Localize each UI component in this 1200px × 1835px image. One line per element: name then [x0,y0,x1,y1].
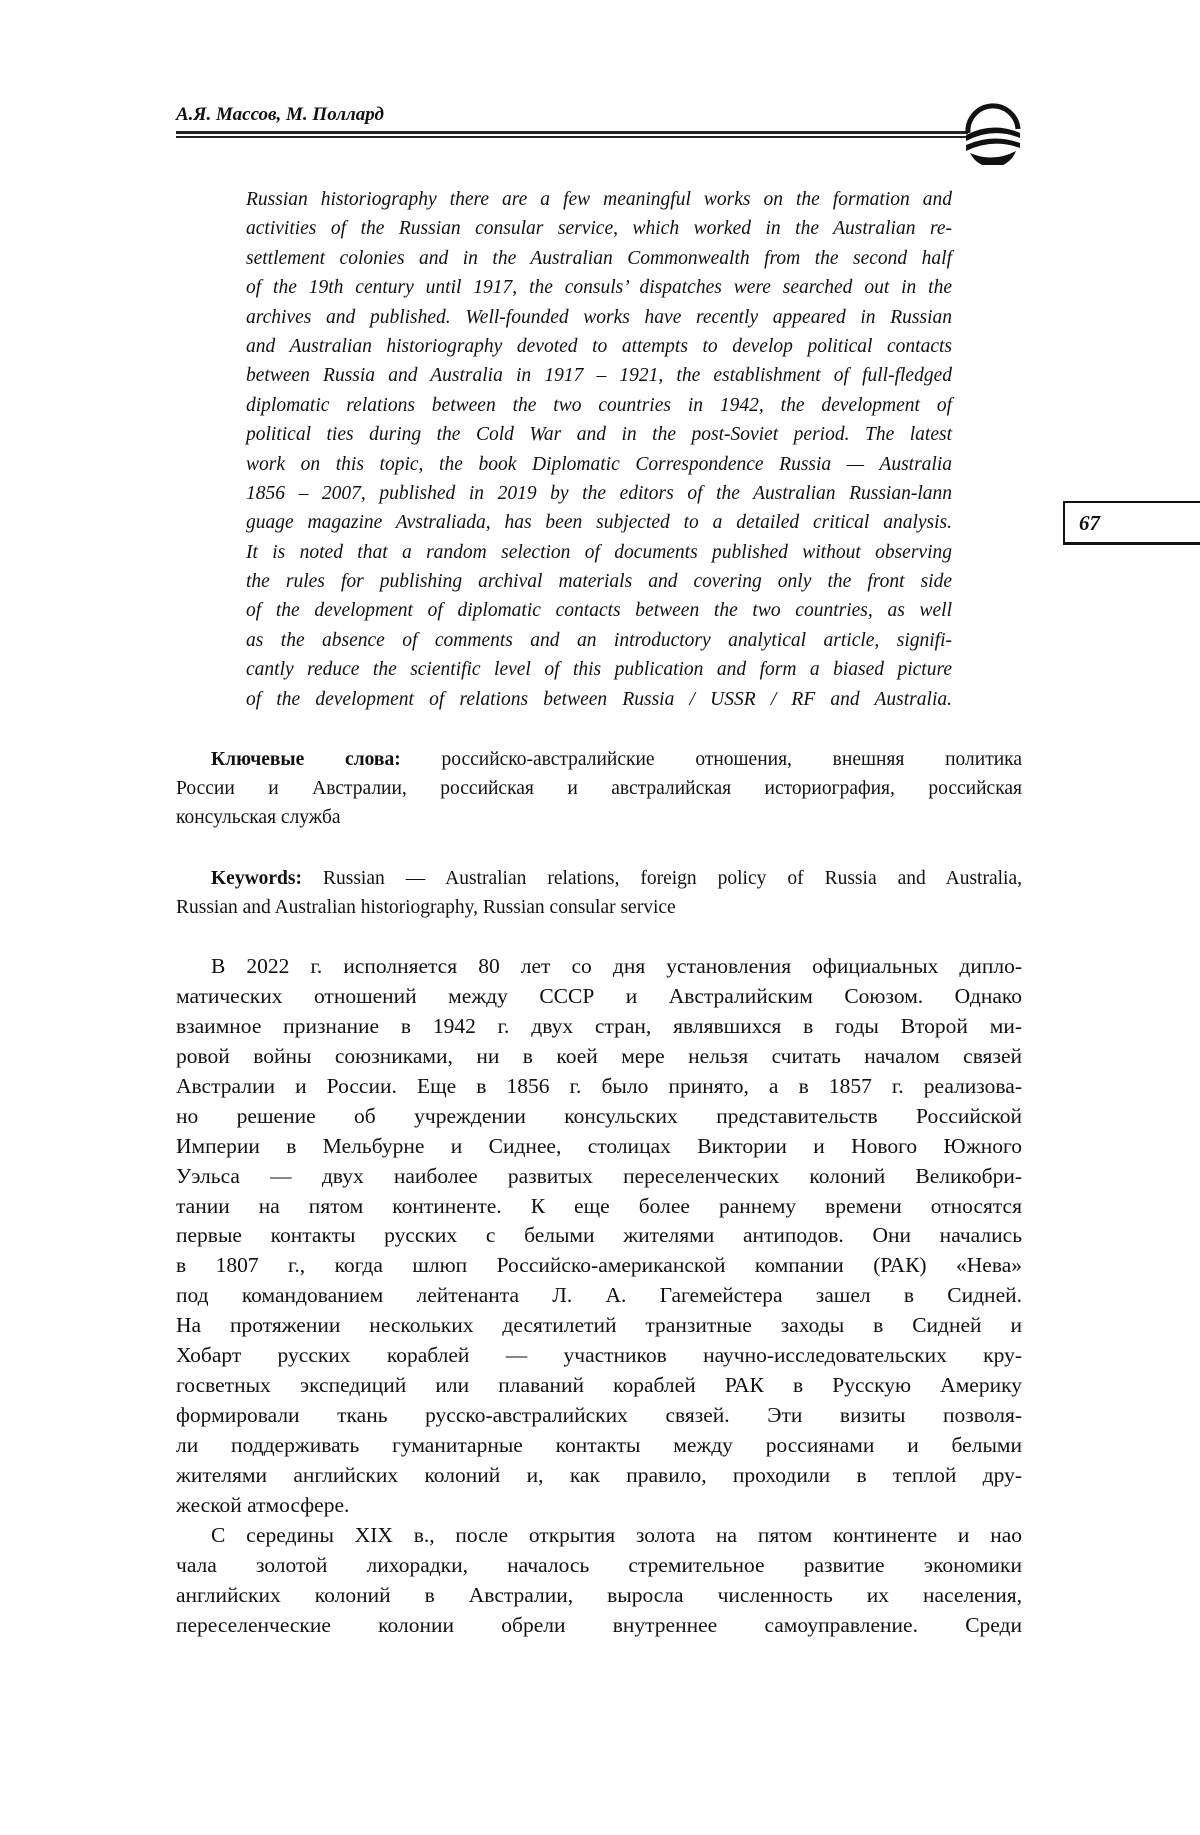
article-body [176,952,1022,1641]
body-line: Уэльса — двух наиболее развитых переселенческих колоний Великобри- [176,1163,1022,1188]
keywords-ru-line: консульская служба [176,807,341,829]
abstract-line: political ties during the Cold War and in the post-Soviet period. The latest [246,424,952,446]
keywords-ru-line: России и Австралии, российская и австралийская историография, российская [176,778,1022,800]
abstract-line: of the 19th century until 1917, the consuls’ dispatches were searched out in the [246,277,952,299]
abstract-line: Russian historiography there are a few meaningful works on the formation and [246,189,952,210]
body-line: жителями английских колоний и, как правило, проходили в теплой дру- [176,1462,1022,1487]
journal-logo-icon [960,103,1026,165]
header-rule-thick [176,131,968,134]
body-line: На протяжении нескольких десятилетий транзитные заходы в Сидней и [176,1313,1022,1338]
abstract-line: guage magazine Avstraliada, has been subjected to a detailed critical analysis. [246,512,952,534]
body-line: в 1807 г., когда шлюп Российско-американской компании (РАК) «Нева» [176,1253,1022,1278]
keywords-en-line [176,864,1022,893]
abstract-line: settlement colonies and in the Australian Commonwealth from the second half [246,247,952,269]
abstract-line: the rules for publishing archival materials and covering only the front side [246,571,952,593]
keywords-russian [176,745,1022,833]
abstract-line: archives and published. Well-founded works have recently appeared in Russian [246,306,952,328]
body-line: Австралии и России. Еще в 1856 г. было принято, а в 1857 г. реализова- [176,1073,1022,1098]
keywords-english [176,864,1022,922]
keywords-en-line: Russian and Australian historiography, Russian consular service [176,897,676,919]
body-line: Империи в Мельбурне и Сиднее, столицах Виктории и Нового Южного [176,1133,1022,1158]
keywords-ru-label: Ключевые слова: [211,749,401,770]
abstract-line: and Australian historiography devoted to attempts to develop political contacts [246,335,952,357]
body-line: Хобарт русских кораблей — участников научно-исследовательских кру- [176,1343,1022,1368]
page-number: 67 [1079,511,1100,535]
body-line: В 2022 г. исполняется 80 лет со дня установления официальных дипло- [211,954,1022,978]
page-number-box [1063,501,1200,545]
body-line: тании на пятом континенте. К еще более раннему времени относятся [176,1193,1022,1218]
abstract-line: of the development of diplomatic contacts between the two countries, as well [246,600,952,622]
abstract-line: between Russia and Australia in 1917 – 1921, the establishment of full-fledged [246,365,952,387]
body-line: жеской атмосфере. [176,1492,350,1517]
abstract-line: work on this topic, the book Diplomatic Correspondence Russia — Australia [246,453,952,475]
abstract-line: It is noted that a random selection of documents published without observing [246,541,952,563]
body-line: ровой войны союзниками, ни в коей мере нельзя считать началом связей [176,1043,1022,1068]
keywords-ru-text: российско-австралийские отношения, внешняя политика [441,749,1023,770]
body-line: чала золотой лихорадки, началось стремительное развитие экономики [176,1552,1022,1577]
body-line: ли поддерживать гуманитарные контакты между россиянами и белыми [176,1433,1022,1457]
abstract-line: of the development of relations between Russia / USSR / RF and Australia. [246,688,952,710]
abstract-line: diplomatic relations between the two countries in 1942, the development of [246,394,952,416]
abstract-line: cantly reduce the scientific level of this publication and form a biased picture [246,659,952,681]
keywords-en-label: Keywords: [211,868,302,889]
abstract-line: as the absence of comments and an introductory analytical article, signifi- [246,629,952,651]
header-rule-thin [176,136,968,138]
body-line: госветных экспедиций или плаваний кораблей РАК в Русскую Америку [176,1373,1022,1398]
body-line: матических отношений между СССР и Австралийским Союзом. Однако [176,983,1022,1008]
body-line: под командованием лейтенанта Л. А. Гагемейстера зашел в Сидней. [176,1283,1022,1308]
body-line: взаимное признание в 1942 г. двух стран, являвшихся в годы Второй ми- [176,1013,1022,1038]
body-line: формировали ткань русско-австралийских связей. Эти визиты позволя- [176,1403,1022,1428]
abstract-line: 1856 – 2007, published in 2019 by the editors of the Australian Russian-lann [246,482,952,504]
body-line: но решение об учреждении консульских представительств Российской [176,1103,1022,1128]
body-line: первые контакты русских с белыми жителями антиподов. Они начались [176,1223,1022,1248]
abstract-english [246,185,952,714]
body-line: переселенческие колонии обрели внутреннее самоуправление. Среди [176,1612,1022,1637]
keywords-ru-line [176,745,1022,774]
keywords-en-text: Russian — Australian relations, foreign policy of Russia and Australia, [322,868,1022,889]
body-line: английских колоний в Австралии, выросла численность их населения, [176,1582,1022,1607]
running-header-authors: А.Я. Массов, М. Поллард [176,104,384,125]
abstract-line: activities of the Russian consular service, which worked in the Australian re- [246,218,952,240]
body-line: С середины XIX в., после открытия золота на пятом континенте и нао [211,1522,1022,1547]
